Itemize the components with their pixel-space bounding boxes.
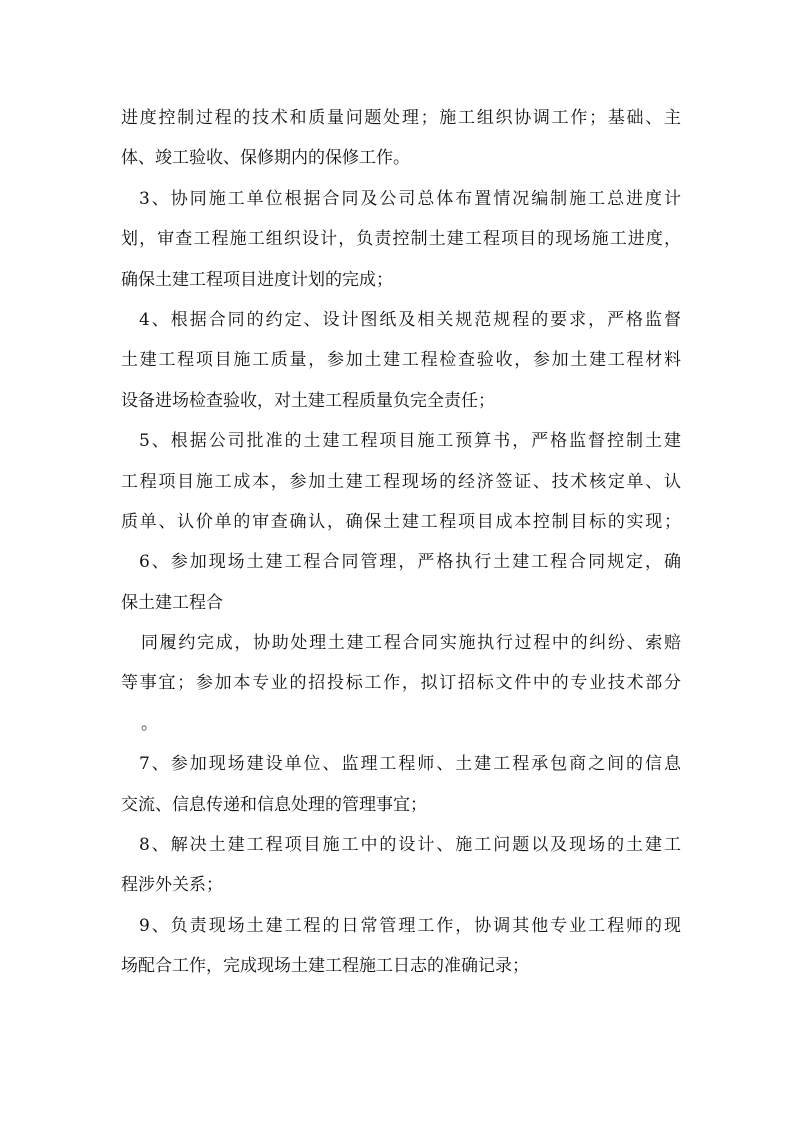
text-line: 。 bbox=[141, 713, 158, 734]
text-line: 8、解决土建工程项目施工中的设计、施工问题以及现场的土建工 bbox=[139, 835, 681, 856]
text-line: 6、参加现场土建工程合同管理，严格执行土建工程合同规定，确 bbox=[139, 552, 681, 573]
text-line: 9、负责现场土建工程的日常管理工作，协调其他专业工程师的现 bbox=[139, 915, 681, 936]
text-line: 4、根据合同的约定、设计图纸及相关规范规程的要求，严格监督 bbox=[139, 309, 681, 330]
text-line: 进度控制过程的技术和质量问题处理；施工组织协调工作；基础、主 bbox=[121, 108, 681, 128]
text-line: 场配合工作，完成现场土建工程施工日志的准确记录； bbox=[121, 956, 529, 977]
text-line: 质单、认价单的审查确认，确保土建工程项目成本控制目标的实现； bbox=[121, 511, 681, 532]
text-line: 保土建工程合 bbox=[121, 592, 223, 613]
text-line: 7、参加现场建设单位、监理工程师、土建工程承包商之间的信息 bbox=[139, 754, 681, 775]
document-body bbox=[121, 98, 681, 987]
text-line: 等事宜；参加本专业的招投标工作，拟订招标文件中的专业技术部分 bbox=[121, 673, 681, 694]
text-line: 土建工程项目施工质量，参加土建工程检查验收，参加土建工程材料 bbox=[121, 350, 681, 371]
text-line: 设备进场检查验收，对土建工程质量负完全责任； bbox=[121, 390, 495, 411]
text-line: 同履约完成，协助处理土建工程合同实施执行过程中的纠纷、索赔 bbox=[141, 633, 681, 654]
text-line: 程涉外关系； bbox=[121, 875, 223, 896]
text-line: 体、竣工验收、保修期内的保修工作。 bbox=[121, 148, 410, 169]
text-line: 交流、信息传递和信息处理的管理事宜； bbox=[121, 794, 427, 815]
text-line: 划，审查工程施工组织设计，负责控制土建工程项目的现场施工进度， bbox=[121, 229, 681, 250]
text-line: 工程项目施工成本，参加土建工程现场的经济签证、技术核定单、认 bbox=[121, 471, 681, 492]
text-line: 确保土建工程项目进度计划的完成； bbox=[121, 269, 393, 290]
text-line: 3、协同施工单位根据合同及公司总体布置情况编制施工总进度计 bbox=[139, 188, 681, 209]
text-line: 5、根据公司批准的土建工程项目施工预算书，严格监督控制土建 bbox=[139, 431, 681, 452]
